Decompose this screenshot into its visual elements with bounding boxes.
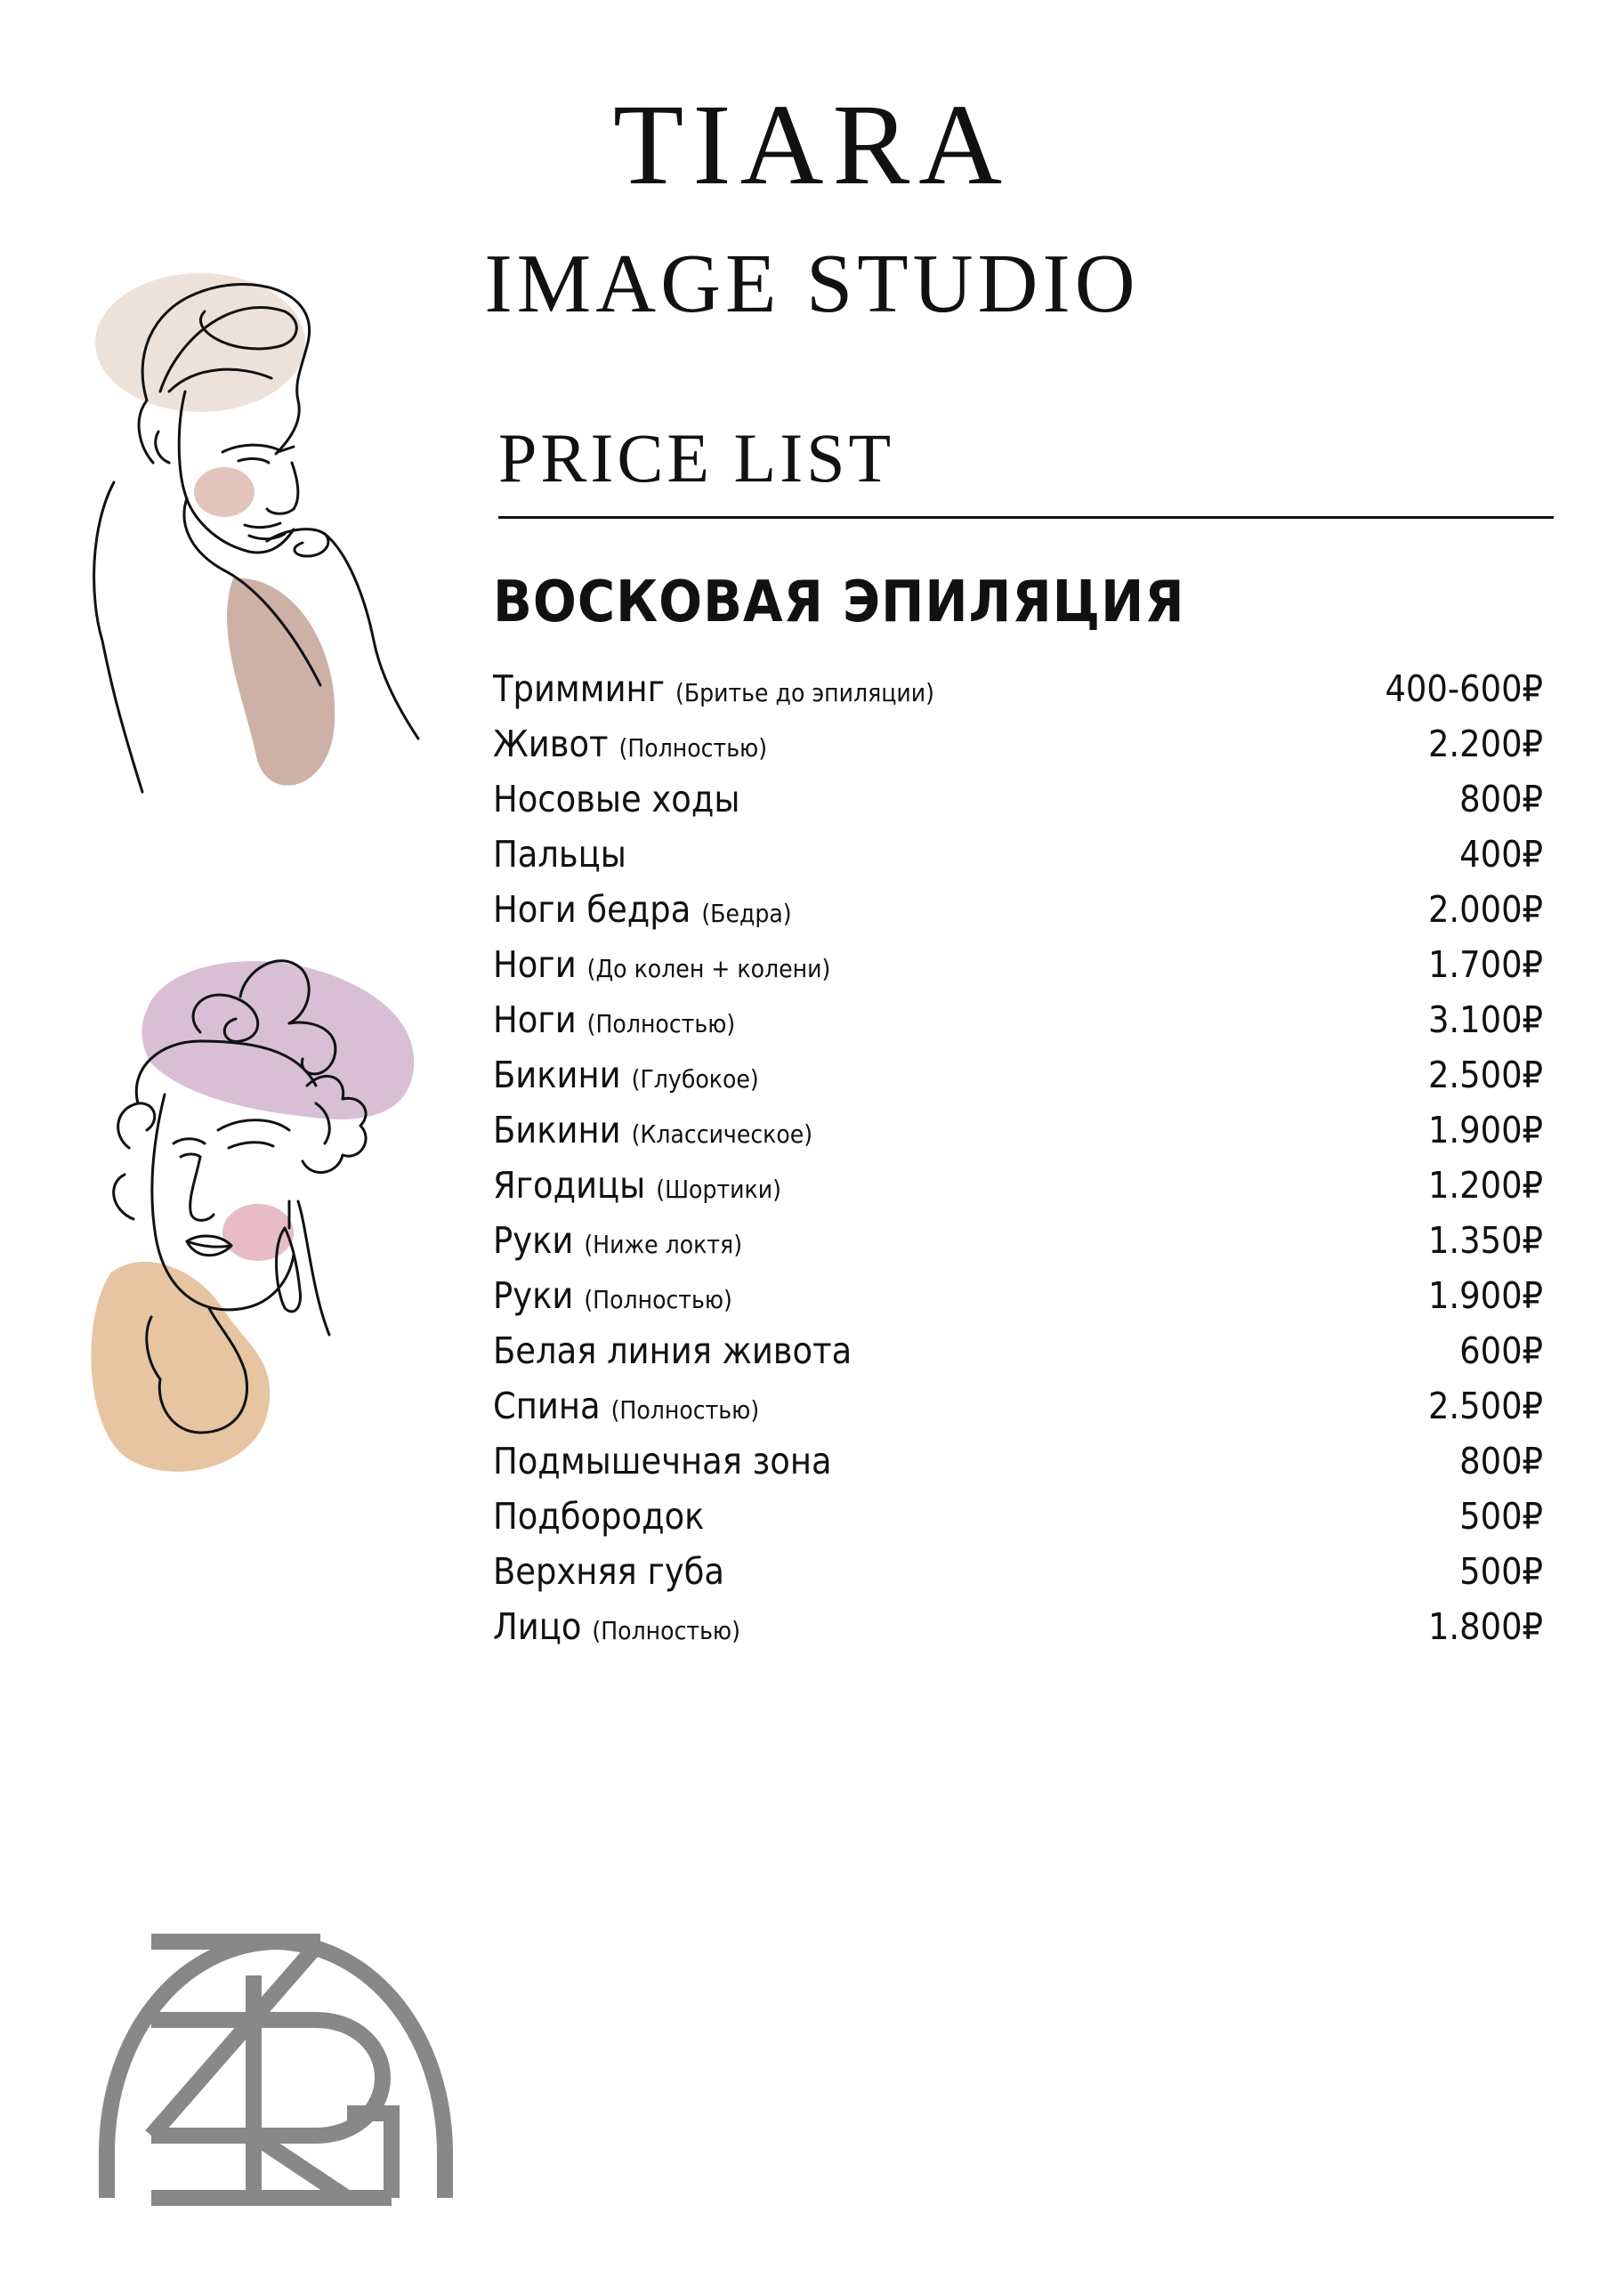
list-item [493,833,1543,888]
service-price: 2.500₽ [1427,1054,1543,1096]
service-note: (Полностью) [586,1009,736,1038]
list-item [493,1164,1543,1219]
list-item [493,943,1543,998]
service-name: Руки (Ниже локтя) [493,1219,743,1262]
service-name: Подбородок [493,1495,705,1538]
brand-title: TIARA [612,81,1012,209]
service-price: 3.100₽ [1427,998,1543,1041]
price-list [493,667,1543,1660]
brand-subtitle: IMAGE STUDIO [484,238,1140,330]
man-line-art [80,258,436,810]
service-note: (Бритье до эпиляции) [675,678,934,707]
service-price: 2.000₽ [1427,888,1543,931]
list-item [493,1219,1543,1274]
list-item [493,1054,1543,1109]
service-name: Ноги (Полностью) [493,998,736,1041]
list-item [493,667,1543,723]
service-price: 600₽ [1459,1329,1543,1372]
service-price: 2.200₽ [1427,723,1543,765]
list-item [493,778,1543,833]
price-list-heading: PRICE LIST [498,419,895,497]
service-price: 500₽ [1459,1495,1543,1538]
service-price: 1.800₽ [1427,1605,1543,1648]
list-item [493,1274,1543,1329]
service-price: 500₽ [1459,1550,1543,1593]
service-note: (Глубокое) [631,1064,759,1094]
service-note: (Классическое) [631,1119,813,1149]
list-item [493,1605,1543,1660]
cheek-blob [194,467,255,517]
list-item [493,723,1543,778]
service-note: (До колен + колени) [586,954,831,983]
list-item [493,1329,1543,1385]
studio-logo-monogram [98,1931,454,2207]
service-note: (Полностью) [618,733,768,763]
lilac-blob [142,961,415,1119]
service-price: 400-600₽ [1385,667,1543,710]
service-price: 1.900₽ [1427,1109,1543,1151]
service-note: (Полностью) [592,1616,740,1645]
service-price: 800₽ [1459,1440,1543,1482]
service-name: Спина (Полностью) [493,1385,760,1427]
service-name: Руки (Полностью) [493,1274,732,1317]
beige-blob [95,273,305,412]
service-note: (Бедра) [701,899,792,928]
service-name: Носовые ходы [493,778,740,820]
service-price: 2.500₽ [1427,1385,1543,1427]
service-price: 1.700₽ [1427,943,1543,986]
service-name: Ягодицы (Шортики) [493,1164,781,1207]
service-note: (Полностью) [584,1285,732,1314]
service-name: Бикини (Классическое) [493,1109,813,1151]
list-item [493,1385,1543,1440]
service-name: Живот (Полностью) [493,723,768,765]
service-name: Пальцы [493,833,626,876]
service-note: (Ниже локтя) [584,1230,743,1259]
service-price: 800₽ [1459,778,1543,820]
service-price: 400₽ [1459,833,1543,876]
heading-divider [498,516,1554,519]
list-item [493,1550,1543,1605]
service-price: 1.200₽ [1427,1164,1543,1207]
woman-line-art [76,934,449,1486]
service-name: Лицо (Полностью) [493,1605,740,1648]
section-title: ВОСКОВАЯ ЭПИЛЯЦИЯ [493,570,1185,635]
service-name: Белая линия живота [493,1329,852,1372]
service-name: Бикини (Глубокое) [493,1054,759,1096]
service-name: Ноги (До колен + колени) [493,943,831,986]
service-name: Верхняя губа [493,1550,724,1593]
service-name: Подмышечная зона [493,1440,832,1482]
service-note: (Полностью) [610,1395,760,1425]
service-name: Тримминг (Бритье до эпиляции) [493,667,934,710]
service-price: 1.900₽ [1427,1274,1543,1317]
list-item [493,888,1543,943]
list-item [493,1440,1543,1495]
list-item [493,998,1543,1054]
service-price: 1.350₽ [1427,1219,1543,1262]
list-item [493,1495,1543,1550]
list-item [493,1109,1543,1164]
service-note: (Шортики) [656,1175,781,1204]
service-name: Ноги бедра (Бедра) [493,888,792,931]
